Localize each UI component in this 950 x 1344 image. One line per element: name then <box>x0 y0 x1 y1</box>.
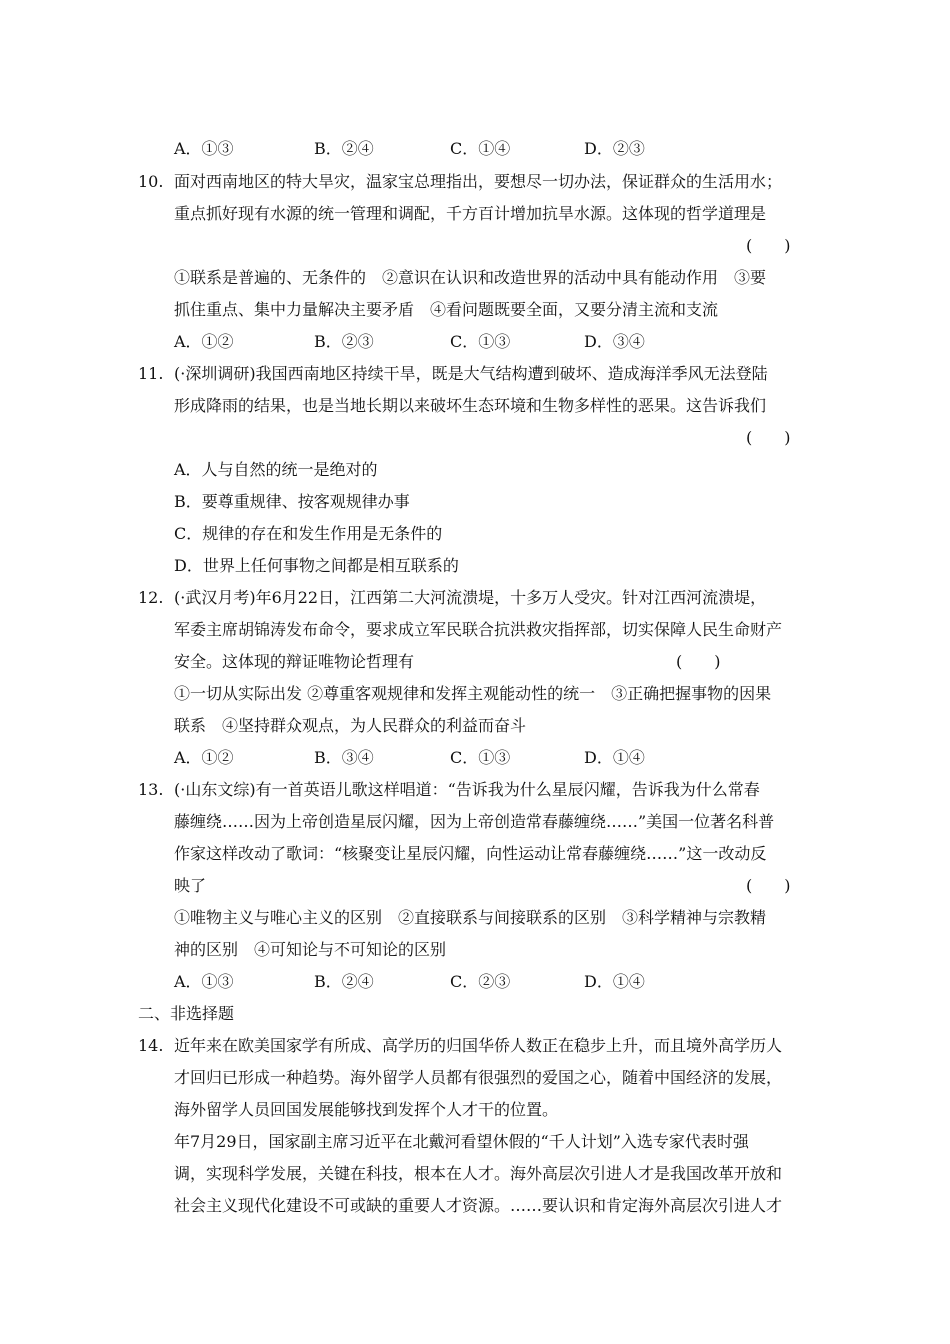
q11-option-d: D．世界上任何事物之间都是相互联系的 <box>174 556 459 575</box>
q10-statements-2: 抓住重点、集中力量解决主要矛盾 ④看问题既要全面，又要分清主流和支流 <box>174 300 719 319</box>
q13-answer-paren: ( ) <box>746 876 791 895</box>
section-heading: 二、非选择题 <box>138 1004 235 1023</box>
q14-line-5: 调，实现科学发展，关键在科技，根本在人才。海外高层次引进人才是我国改革开放和 <box>174 1164 783 1183</box>
q13-option-c: C．②③ <box>450 972 511 991</box>
q12-answer-paren: ( ) <box>676 652 721 671</box>
q13-line-4: 映了 <box>174 876 207 895</box>
q12-line-3: 安全。这体现的辩证唯物论哲理有 <box>174 652 415 671</box>
q11-option-a: A．人与自然的统一是绝对的 <box>174 460 378 479</box>
q10-option-c: C．①③ <box>450 332 511 351</box>
q9-option-b: B．②④ <box>314 139 374 158</box>
q10-line-1: 面对西南地区的特大旱灾，温家宝总理指出，要想尽一切办法，保证群众的生活用水； <box>174 172 783 191</box>
q13-option-b: B．②④ <box>314 972 374 991</box>
q13-line-1: (·山东文综)有一首英语儿歌这样唱道：“告诉我为什么星辰闪耀，告诉我为什么常春 <box>174 780 760 799</box>
q12-statements-2: 联系 ④坚持群众观点，为人民群众的利益而奋斗 <box>174 716 527 735</box>
q12-option-a: A．①② <box>174 748 234 767</box>
q13-line-2: 藤缠绕……因为上帝创造星辰闪耀，因为上帝创造常春藤缠绕……”美国一位著名科普 <box>174 812 775 831</box>
q9-option-a: A．①③ <box>174 139 234 158</box>
q11-line-1: (·深圳调研)我国西南地区持续干旱，既是大气结构遭到破坏、造成海洋季风无法登陆 <box>174 364 768 383</box>
q9-option-c: C．①④ <box>450 139 511 158</box>
q10-option-d: D．③④ <box>584 332 645 351</box>
q12-statements-1: ①一切从实际出发 ②尊重客观规律和发挥主观能动性的统一 ③正确把握事物的因果 <box>174 684 772 703</box>
q11-number: 11. <box>138 364 164 383</box>
q12-option-b: B．③④ <box>314 748 374 767</box>
q11-option-b: B．要尊重规律、按客观规律办事 <box>174 492 410 511</box>
q10-line-2: 重点抓好现有水源的统一管理和调配，千方百计增加抗旱水源。这体现的哲学道理是 <box>174 204 767 223</box>
q12-option-c: C．①③ <box>450 748 511 767</box>
q14-line-2: 才回归已形成一种趋势。海外留学人员都有很强烈的爱国之心，随着中国经济的发展， <box>174 1068 783 1087</box>
q14-number: 14. <box>138 1036 164 1055</box>
q9-option-d: D．②③ <box>584 139 645 158</box>
q11-answer-paren: ( ) <box>746 428 791 447</box>
q10-option-a: A．①② <box>174 332 234 351</box>
q14-line-1: 近年来在欧美国家学有所成、高学历的归国华侨人数正在稳步上升，而且境外高学历人 <box>174 1036 783 1055</box>
q12-number: 12. <box>138 588 164 607</box>
q14-line-6: 社会主义现代化建设不可或缺的重要人才资源。……要认识和肯定海外高层次引进人才 <box>174 1196 783 1215</box>
q10-option-b: B．②③ <box>314 332 374 351</box>
q10-statements-1: ①联系是普遍的、无条件的 ②意识在认识和改造世界的活动中具有能动作用 ③要 <box>174 268 767 287</box>
q11-line-2: 形成降雨的结果，也是当地长期以来破坏生态环境和生物多样性的恶果。这告诉我们 <box>174 396 767 415</box>
q10-answer-paren: ( ) <box>746 236 791 255</box>
q13-statements-2: 神的区别 ④可知论与不可知论的区别 <box>174 940 447 959</box>
q13-number: 13. <box>138 780 164 799</box>
q14-line-3: 海外留学人员回国发展能够找到发挥个人才干的位置。 <box>174 1100 559 1119</box>
q14-line-4: 年7月29日，国家副主席习近平在北戴河看望休假的“千人计划”入选专家代表时强 <box>174 1132 749 1151</box>
q13-statements-1: ①唯物主义与唯心主义的区别 ②直接联系与间接联系的区别 ③科学精神与宗教精 <box>174 908 767 927</box>
q12-line-2: 军委主席胡锦涛发布命令，要求成立军民联合抗洪救灾指挥部，切实保障人民生命财产 <box>174 620 783 639</box>
q10-number: 10. <box>138 172 164 191</box>
q12-line-1: (·武汉月考)年6月22日，江西第二大河流溃堤，十多万人受灾。针对江西河流溃堤， <box>174 588 767 607</box>
q13-line-3: 作家这样改动了歌词：“核聚变让星辰闪耀，向性运动让常春藤缠绕……”这一改动反 <box>174 844 767 863</box>
q13-option-a: A．①③ <box>174 972 234 991</box>
q12-option-d: D．①④ <box>584 748 645 767</box>
q13-option-d: D．①④ <box>584 972 645 991</box>
q11-option-c: C．规律的存在和发生作用是无条件的 <box>174 524 443 543</box>
